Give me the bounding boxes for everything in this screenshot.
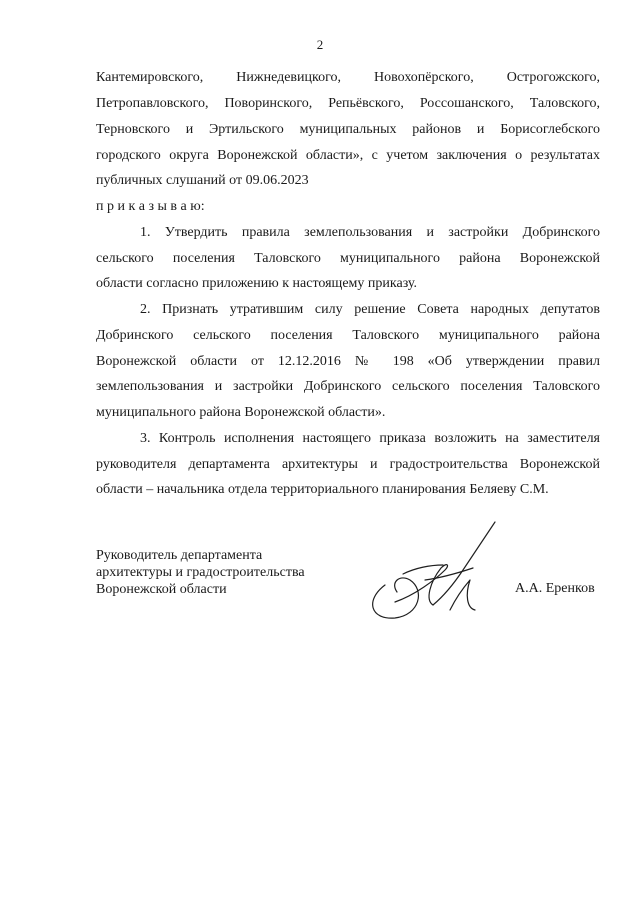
item-2-line-2: Добринского сельского поселения Таловского муниципального района — [96, 328, 600, 343]
item-1-line-2: сельского поселения Таловского муниципального района Воронежской — [96, 251, 600, 266]
order-word: п р и к а з ы в а ю: — [96, 199, 205, 214]
signer-name: А.А. Еренков — [515, 581, 595, 596]
item-2-line-4: землепользования и застройки Добринского сельского поселения Таловского — [96, 379, 600, 394]
body-line-1: Кантемировского, Нижнедевицкого, Новохопёрского, Острогожского, — [96, 70, 600, 85]
body-line-3: Терновского и Эртильского муниципальных районов и Борисоглебского — [96, 122, 600, 137]
item-2-line-3: Воронежской области от 12.12.2016 № 198 «Об утверждении правил — [96, 354, 600, 369]
signer-position — [96, 547, 305, 598]
position-line-2: архитектуры и градостроительства — [96, 565, 305, 580]
item-1-line-3: области согласно приложению к настоящему приказу. — [96, 276, 418, 291]
item-3-line-2: руководителя департамента архитектуры и градостроительства Воронежской — [96, 457, 600, 472]
page-number: 2 — [316, 37, 324, 52]
item-2-line-5: муниципального района Воронежской области». — [96, 405, 386, 420]
item-3-line-1: 3. Контроль исполнения настоящего приказа возложить на заместителя — [140, 431, 600, 446]
body-line-5: публичных слушаний от 09.06.2023 — [96, 173, 309, 188]
position-line-1: Руководитель департамента — [96, 548, 263, 563]
position-line-3: Воронежской области — [96, 582, 227, 597]
item-2-line-1: 2. Признать утратившим силу решение Совета народных депутатов — [140, 302, 600, 317]
body-line-2: Петропавловского, Поворинского, Репьёвского, Россошанского, Таловского, — [96, 96, 600, 111]
item-3-line-3: области – начальника отдела территориального планирования Беляеву С.М. — [96, 482, 549, 497]
item-1-line-1: 1. Утвердить правила землепользования и застройки Добринского — [140, 225, 600, 240]
body-line-4: городского округа Воронежской области», с учетом заключения о результатах — [96, 148, 600, 163]
handwritten-signature — [355, 510, 515, 630]
